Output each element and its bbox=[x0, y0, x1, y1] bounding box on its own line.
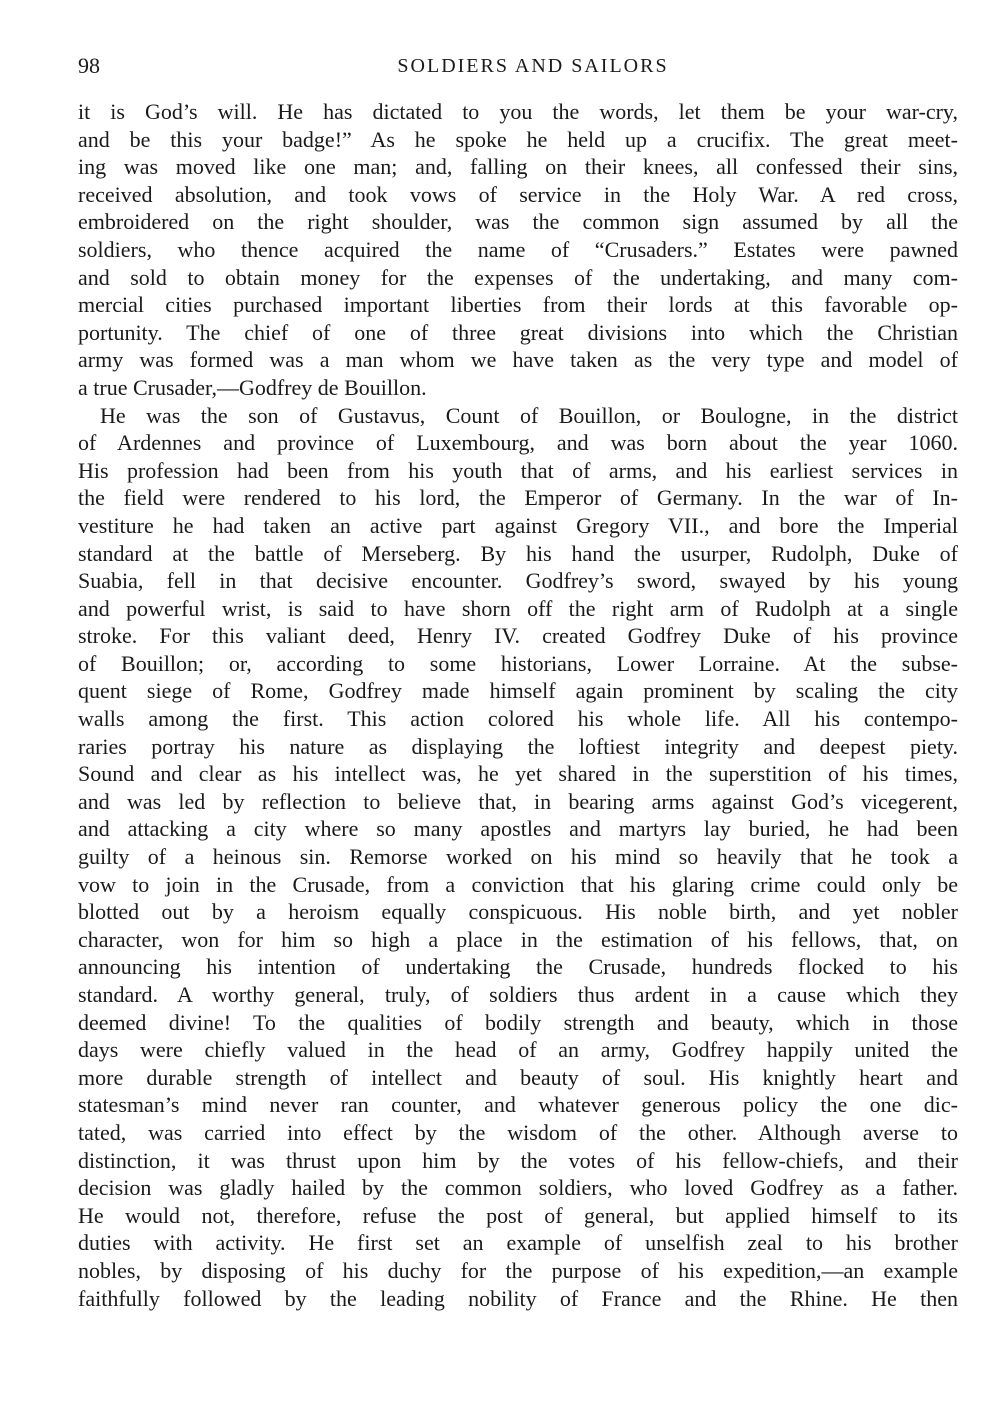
text-line: announcing his intention of undertaking the Crusade, hundreds flocked to his bbox=[78, 954, 958, 980]
text-line: of Bouillon; or, according to some historians, Lower Lorraine. At the subse- bbox=[78, 650, 958, 676]
text-line: of Ardennes and province of Luxembourg, and was born about the year 1060. bbox=[78, 430, 958, 456]
page-number: 98 bbox=[78, 53, 100, 78]
text-line: the field were rendered to his lord, the Emperor of Germany. In the war of In- bbox=[78, 485, 958, 511]
text-line: His profession had been from his youth that of arms, and his earliest services in bbox=[78, 457, 958, 483]
text-line: Suabia, fell in that decisive encounter. Godfrey’s sword, swayed by his young bbox=[78, 568, 958, 594]
text-line: soldiers, who thence acquired the name of “Crusaders.” Estates were pawned bbox=[78, 236, 958, 262]
running-title: SOLDIERS AND SAILORS bbox=[397, 55, 669, 77]
text-line: ing was moved like one man; and, falling on their knees, all confessed their sins, bbox=[78, 154, 958, 180]
text-line: army was formed was a man whom we have taken as the very type and model of bbox=[78, 347, 958, 373]
text-line: and attacking a city where so many apostles and martyrs lay buried, he had been bbox=[78, 816, 958, 842]
text-line: more durable strength of intellect and beauty of soul. His knightly heart and bbox=[78, 1064, 958, 1090]
text-line: days were chiefly valued in the head of an army, Godfrey happily united the bbox=[78, 1037, 958, 1063]
text-line: standard at the battle of Merseberg. By his hand the usurper, Rudolph, Duke of bbox=[78, 540, 958, 566]
text-line: He would not, therefore, refuse the post of general, but applied himself to its bbox=[78, 1202, 958, 1228]
text-line: character, won for him so high a place in the estimation of his fellows, that, on bbox=[78, 926, 958, 952]
text-line: and powerful wrist, is said to have shorn off the right arm of Rudolph at a single bbox=[78, 595, 958, 621]
text-line: duties with activity. He first set an example of unselfish zeal to his brother bbox=[78, 1230, 958, 1256]
text-line: portunity. The chief of one of three great divisions into which the Christian bbox=[78, 319, 958, 345]
text-line: Sound and clear as his intellect was, he yet shared in the superstition of his times, bbox=[78, 761, 958, 787]
paragraph bbox=[78, 402, 958, 1313]
paragraph bbox=[78, 98, 958, 402]
text-line: it is God’s will. He has dictated to you the words, let them be your war-cry, bbox=[78, 99, 958, 124]
text-line: received absolution, and took vows of service in the Holy War. A red cross, bbox=[78, 181, 958, 207]
text-line: walls among the first. This action colored his whole life. All his contempo- bbox=[78, 706, 958, 732]
text-line: mercial cities purchased important liberties from their lords at this favorable op- bbox=[78, 292, 958, 318]
text-line: standard. A worthy general, truly, of soldiers thus ardent in a cause which they bbox=[78, 982, 958, 1007]
text-line: He was the son of Gustavus, Count of Bouillon, or Boulogne, in the district bbox=[100, 402, 958, 428]
text-line: a true Crusader,—Godfrey de Bouillon. bbox=[78, 374, 427, 400]
text-line: guilty of a heinous sin. Remorse worked on his mind so heavily that he took a bbox=[78, 844, 958, 870]
running-head bbox=[78, 50, 958, 82]
text-line: vow to join in the Crusade, from a conviction that his glaring crime could only be bbox=[78, 871, 958, 897]
text-line: distinction, it was thrust upon him by the votes of his fellow-chiefs, and their bbox=[78, 1147, 958, 1173]
text-line: nobles, by disposing of his duchy for the purpose of his expedition,—an example bbox=[78, 1257, 958, 1283]
text-line: blotted out by a heroism equally conspicuous. His noble birth, and yet nobler bbox=[78, 899, 958, 925]
text-line: decision was gladly hailed by the common soldiers, who loved Godfrey as a father. bbox=[78, 1175, 958, 1201]
text-line: embroidered on the right shoulder, was the common sign assumed by all the bbox=[78, 209, 958, 235]
text-line: raries portray his nature as displaying the loftiest integrity and deepest piety. bbox=[78, 733, 958, 759]
text-line: deemed divine! To the qualities of bodily strength and beauty, which in those bbox=[78, 1009, 958, 1035]
text-line: vestiture he had taken an active part against Gregory VII., and bore the Imperial bbox=[78, 512, 958, 538]
text-line: statesman’s mind never ran counter, and whatever generous policy the one dic- bbox=[78, 1092, 958, 1118]
text-line: stroke. For this valiant deed, Henry IV. created Godfrey Duke of his province bbox=[78, 623, 958, 649]
text-line: quent siege of Rome, Godfrey made himself again prominent by scaling the city bbox=[78, 678, 958, 704]
text-line: and be this your badge!” As he spoke he held up a crucifix. The great meet- bbox=[78, 126, 958, 152]
text-line: and sold to obtain money for the expenses of the undertaking, and many com- bbox=[78, 264, 958, 290]
text-line: tated, was carried into effect by the wisdom of the other. Although averse to bbox=[78, 1119, 958, 1145]
text-line: and was led by reflection to believe that, in bearing arms against God’s vicegerent, bbox=[78, 788, 958, 814]
body-text bbox=[78, 98, 958, 1312]
text-line: faithfully followed by the leading nobility of France and the Rhine. He then bbox=[78, 1285, 958, 1311]
